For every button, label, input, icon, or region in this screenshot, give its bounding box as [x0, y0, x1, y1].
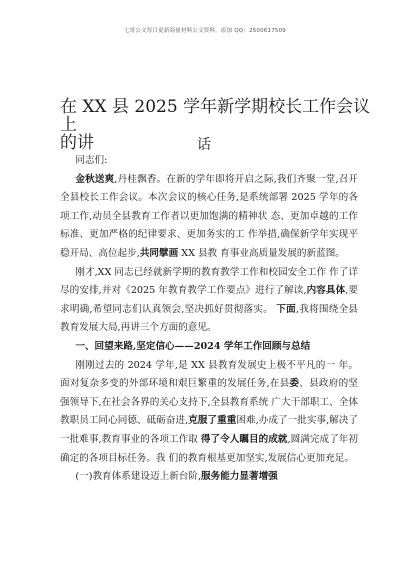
paragraph-text: ,要求明确,希望同志们认真领会,坚决抓好贯彻落实。 [60, 285, 358, 315]
emphasis-text: 得了令人瞩目的成就 [200, 433, 288, 445]
paragraph-intro [60, 264, 358, 338]
emphasis-text: 内容具体 [306, 285, 346, 297]
paragraph-text: ,丹桂飘香。在新的学年即将开启之际,我们齐聚一堂,召开全县校长工作会议。本次会议的核心任务,是系统部署 2025 学年的各项工作,动员全县教育工作者以更加饱满的精神状 态、更加卓越的工作标准、更加严格的纪律要求、更加务实的工 作举措,确保新学年实现平稳开局、高位起步, [60, 173, 359, 259]
paragraph-text: ,圆满完成了年初确定的各项目标任务。我 们的教育根基更加坚实,发展信心更加充足。 [60, 433, 358, 464]
document-title-end: 话 [197, 137, 213, 153]
emphasis-text: 金秋送爽 [75, 173, 115, 185]
paragraph-text: 刚刚过去的 2024 学年,是 XX 县教育发展史上极不平凡的一 年。面对复杂多变的外部环境和艰巨繁重的发展任务,在县 [60, 359, 358, 390]
header-note: 七哥公文每日更新海量材料公文资料，添加 QQ：2500617509 [123, 28, 286, 34]
paragraph-text: XX 县教 育事业高质量发展的新蓝图。 [178, 247, 345, 259]
salutation: 同志们: [75, 155, 108, 166]
paragraph-text: 困难,办成了一批实事,解决了一批难事,教育事业的各项工作取 [60, 415, 358, 445]
emphasis-text: 下面 [276, 303, 296, 315]
emphasis-text: 克服了重重 [188, 415, 237, 427]
subsection-text: (一)教育体系建设迈上新台阶, [75, 471, 202, 483]
title-line-2: 的讲 [60, 133, 94, 153]
subsection-heading-1 [60, 468, 358, 487]
paragraph-text: 、县政府的坚强领导下,在社会各界的关心支持下,全县教育系统 广大干部职工、全体教职员工同心同德、砥砺奋进, [60, 378, 359, 427]
paragraph-text: ,我将围绕全县教育发展大局,再讲三个方面的意见。 [60, 303, 358, 334]
emphasis-text: 服务能力显著增强 [201, 471, 278, 483]
paragraph-text: 刚才,XX 同志已经就新学期的教育教学工作和校园安全工作 作了详尽的安排,并对《2025 年教育教学工作要点》进行了解读, [60, 266, 358, 297]
paragraph-opening [60, 171, 358, 264]
emphasis-text: 共同擘画 [139, 247, 179, 259]
title-line-1: 在 XX 县 2025 学年新学期校长工作会议上 [60, 97, 371, 135]
section-heading-1: 一、回望来路,坚定信心——2024 学年工作回顾与总结 [75, 340, 311, 352]
document-body [60, 152, 358, 487]
emphasis-text: 委 [289, 378, 300, 390]
paragraph-review [60, 357, 358, 469]
